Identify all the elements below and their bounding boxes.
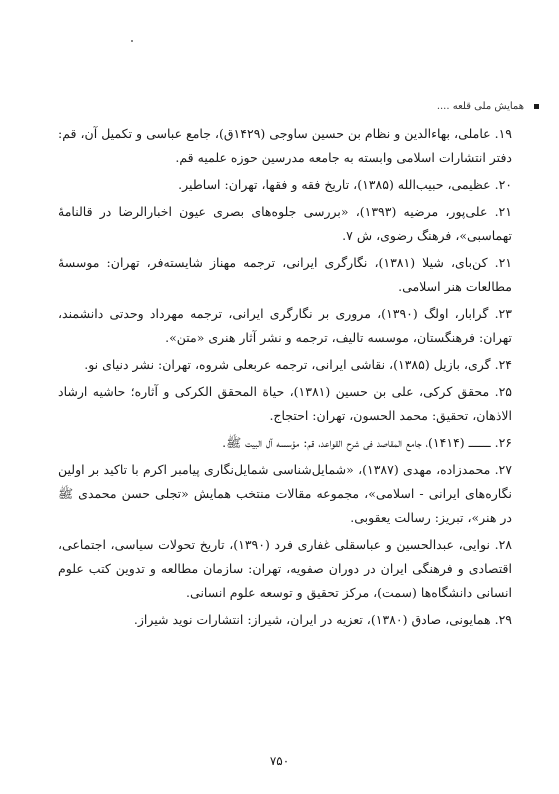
- reference-item: ۲۵. محقق کرکی، علی بن حسین (۱۳۸۱)، حیاة المحقق الکرکی و آثاره؛ حاشیه ارشاد الاذهان، تحقیق: محمد الحسون، تهران: احتجاج.: [58, 384, 512, 423]
- running-header: [119, 101, 539, 112]
- page-number: ۷۵۰: [269, 754, 290, 768]
- reference-item: ۲۱. کن‌بای، شیلا (۱۳۸۱)، نگارگری ایرانی، ترجمه مهناز شایسته‌فر، تهران: موسسهٔ مطالعات هنر اسلامی.: [58, 255, 512, 294]
- reference-item: ۲۱. علی‌پور، مرضیه (۱۳۹۳)، «بررسی جلوه‌های بصری عیون اخبارالرضا در قالنامهٔ تهماسبی»، فرهنگ رضوی، ش ۷.: [58, 204, 512, 243]
- reference-item: ۲۹. همایونی، صادق (۱۳۸۰)، تعزیه در ایران، شیراز: انتشارات نوید شیراز.: [133, 612, 512, 627]
- running-title: همایش ملی قلعه ....: [436, 101, 524, 112]
- scan-mark: [131, 40, 133, 42]
- reference-item: ۲۷. محمدزاده، مهدی (۱۳۸۷)، «شمایل‌شناسی شمایل‌نگاری پیامبر اکرم با تاکید بر اولین نگاره‌های ایرانی - اسلامی»، مجموعه مقالات منتخب همایش «تجلی حسن محمدی ﷺ در هنر»، تبریز: رسالت یعقوبی.: [58, 462, 512, 525]
- reference-item: ۲۴. گری، بازیل (۱۳۸۵)، نقاشی ایرانی، ترجمه عربعلی شروه، تهران: نشر دنیای نو.: [84, 357, 512, 372]
- reference-item: ۱۹. عاملی، بهاءالدین و نظام بن حسین ساوجی (۱۴۲۹ق)، جامع عباسی و تکمیل آن، قم: دفتر انتشارات اسلامی وابسته به جامعه مدرسین حوزه علمیه قم.: [58, 126, 512, 165]
- reference-item: ۲۶. ــــــ (۱۴۱۴)، جامع المقاصد فی شرح القواعد، قم: مؤسسه آل البیت ﷺ.: [222, 435, 512, 450]
- reference-item: ۲۳. گرابار، اولگ (۱۳۹۰)، مروری بر نگارگری ایرانی، ترجمه مهرداد وحدتی دانشمند، تهران: فرهنگستان، موسسه تالیف، ترجمه و نشر آثار هنری «متن».: [58, 306, 512, 345]
- reference-item: ۲۰. عظیمی، حبیب‌الله (۱۳۸۵)، تاریخ فقه و فقها، تهران: اساطیر.: [178, 177, 512, 192]
- reference-item: ۲۸. نوایی، عبدالحسین و عباسقلی غفاری فرد (۱۳۹۰)، تاریخ تحولات سیاسی، اجتماعی، اقتصادی و فرهنگی ایران در دوران صفویه، تهران: سازمان مطالعه و تدوین کتب علوم انسانی دانشگاه‌ها (سمت)، مرکز تحقیق و توسعه علوم انسانی.: [58, 537, 512, 600]
- header-square-icon: [534, 104, 539, 109]
- reference-list: [58, 122, 512, 635]
